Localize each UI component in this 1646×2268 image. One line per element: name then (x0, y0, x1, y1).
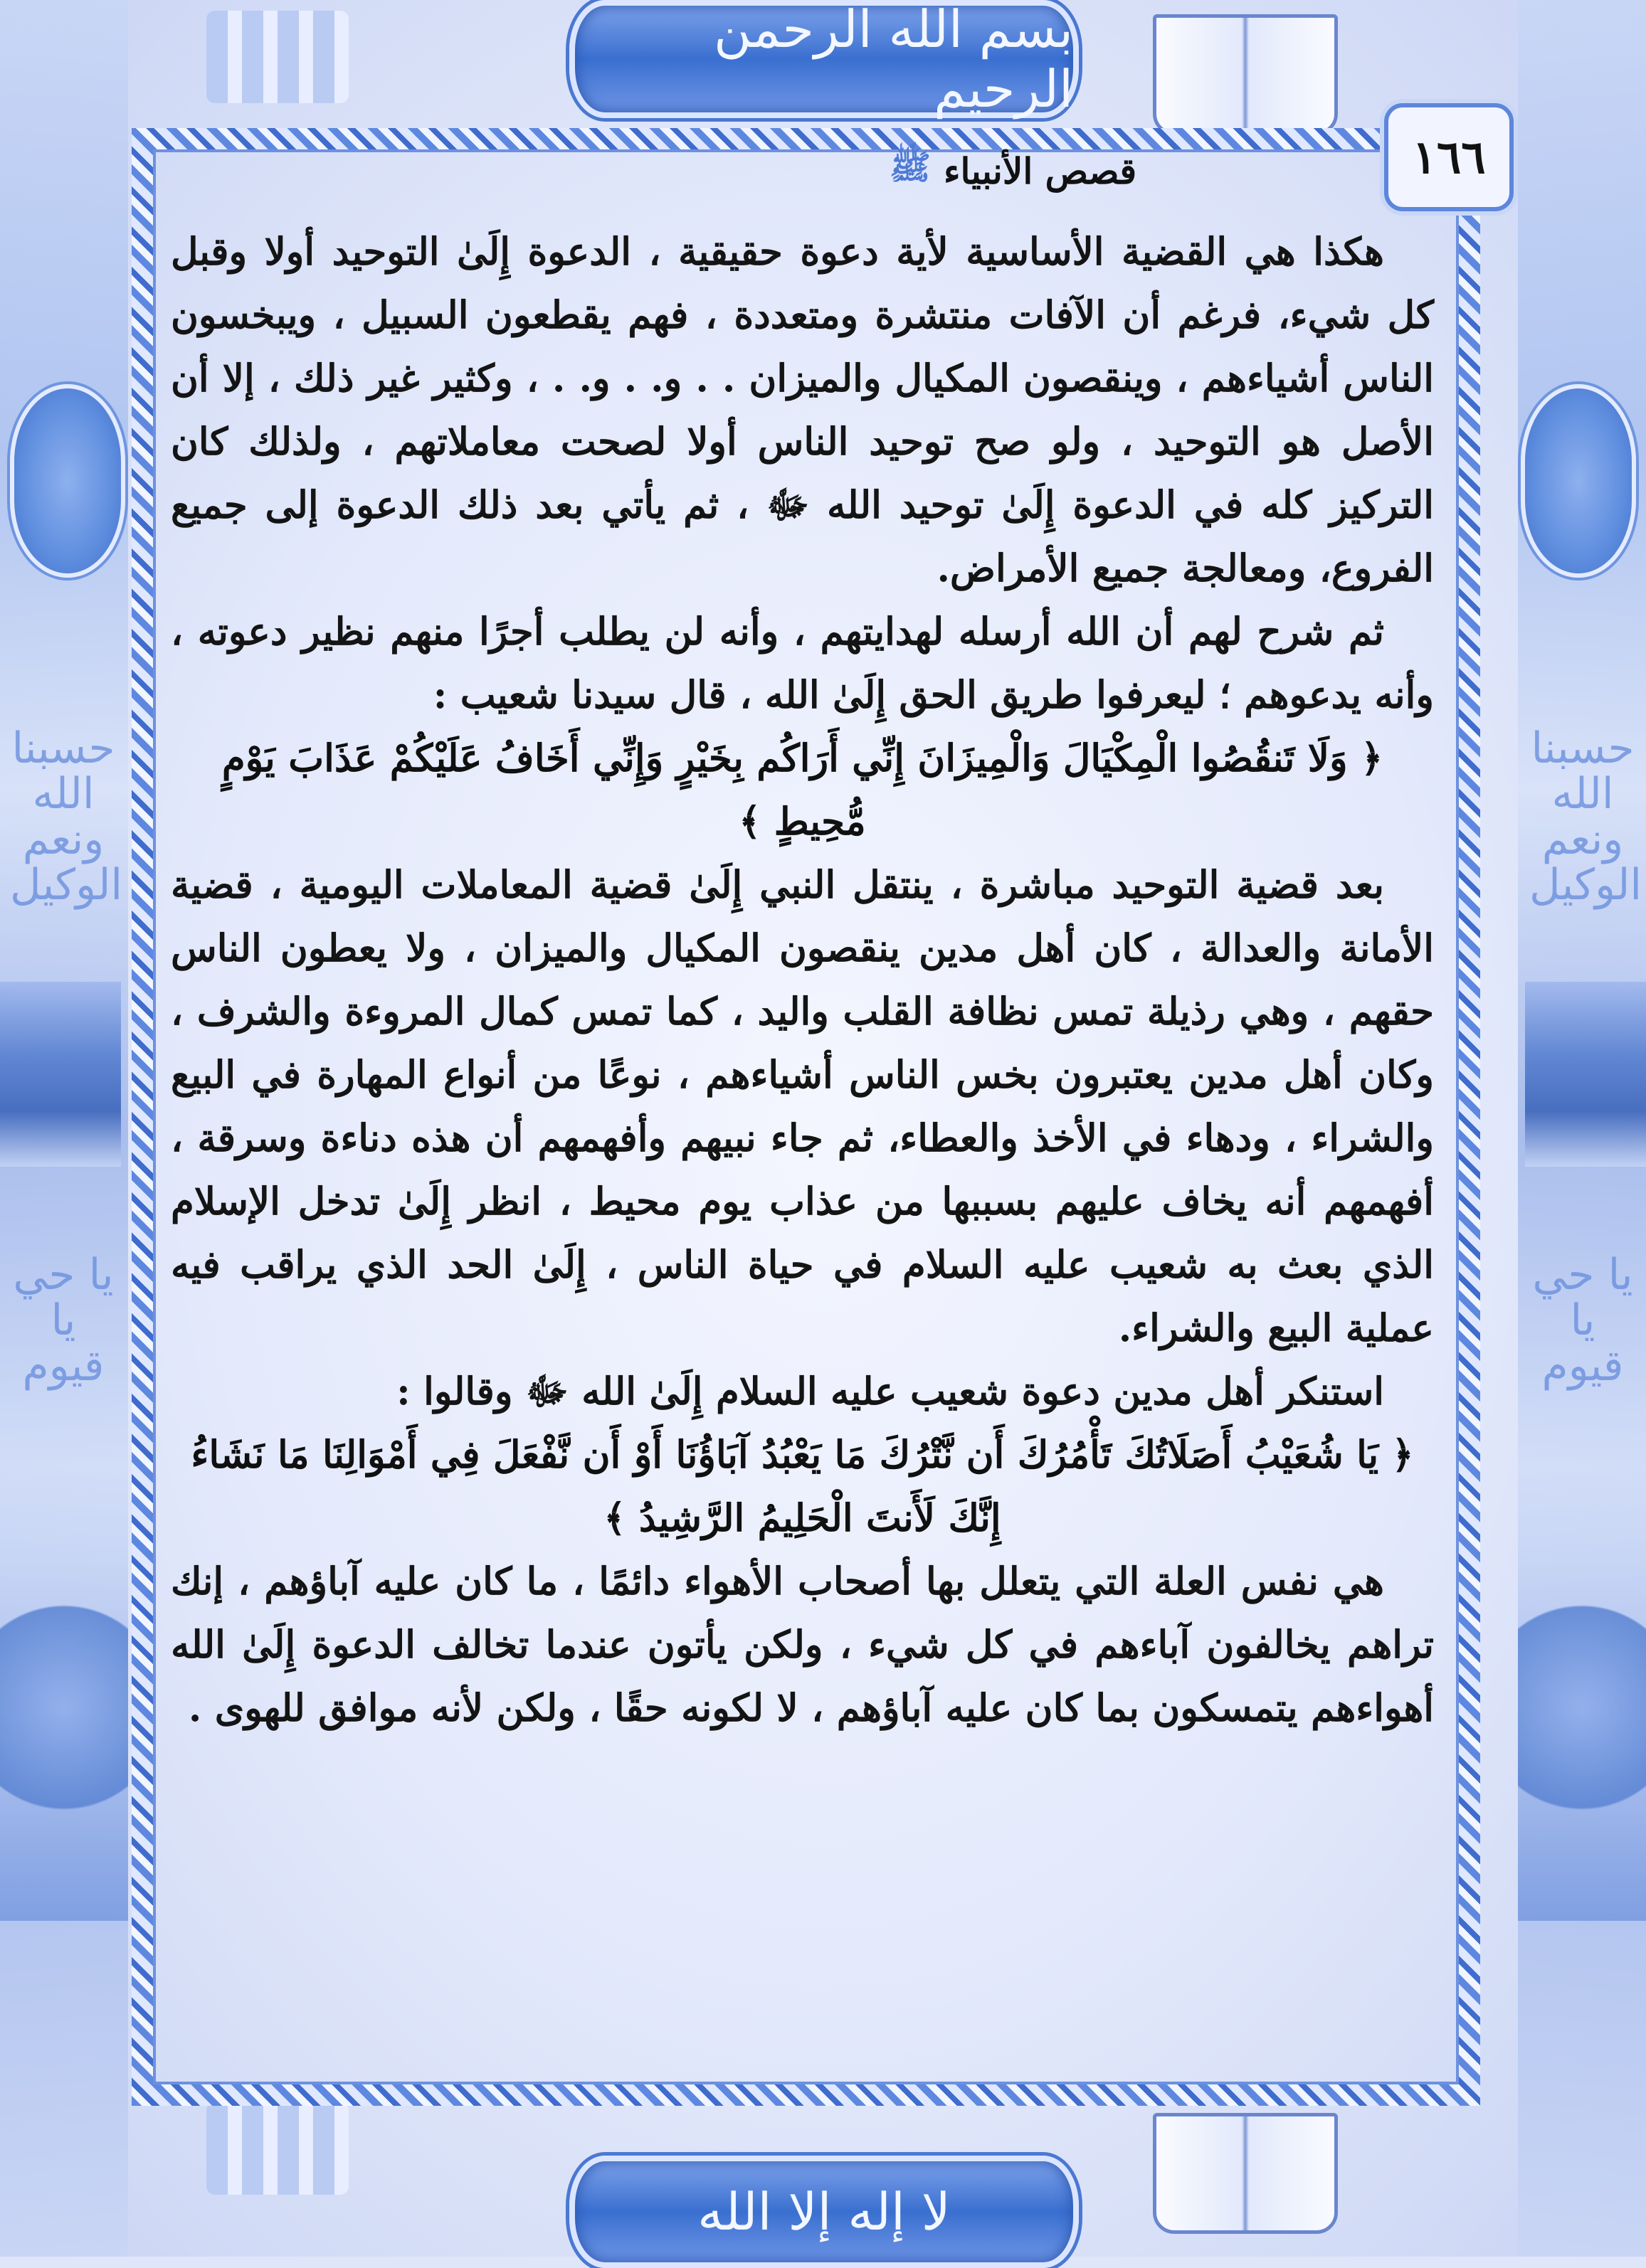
paragraph-2: ثم شرح لهم أن الله أرسله لهدايتهم ، وأنه لن يطلب أجرًا منهم نظير دعوته ، وأنه يدعوهم ؛ ليعرفوا طريق الحق إِلَىٰ الله ، قال سيدنا شعيب : (171, 610, 1434, 717)
right-calligraphy-medallion (1521, 384, 1636, 578)
right-mid-calligraphy: حسبنا الله ونعم الوكيل (1529, 724, 1642, 910)
page-body (171, 221, 1434, 2028)
left-calligraphy-medallion (10, 384, 125, 578)
left-kaaba-image (0, 982, 121, 1167)
running-header (890, 146, 1359, 196)
page-number: ١٦٦ (1384, 103, 1514, 211)
bottom-open-book-icon (1153, 2113, 1338, 2234)
title-flourish-icon: ﷺ (890, 147, 931, 187)
left-mid-calligraphy: حسبنا الله ونعم الوكيل (10, 724, 123, 910)
paragraph-3: بعد قضية التوحيد مباشرة ، ينتقل النبي إِلَىٰ قضية المعاملات اليومية ، قضية الأمانة والعدالة ، كان أهل مدين ينقصون المكيال والميزان ، ولا يعطون الناس حقهم ، وهي رذيلة تمس نظافة القلب واليد ، كما تمس كمال المروءة والشرف ، وكان أهل مدين يعتبرون بخس الناس أشياءهم ، نوعًا من أنواع المهارة في البيع والشراء ، ودهاء في الأخذ والعطاء، ثم جاء نبيهم وأفهمهم أن هذه دناءة وسرقة ، أفهمهم أنه يخاف عليهم بسببها من عذاب يوم محيط ، انظر إِلَىٰ تدخل الإسلام الذي بعث به شعيب عليه السلام في حياة الناس ، إِلَىٰ الحد الذي يراقب فيه عملية البيع والشراء. (171, 863, 1434, 1350)
quran-verse-2: ﴿ يَا شُعَيْبُ أَصَلَاتُكَ تَأْمُرُكَ أَن نَّتْرُكَ مَا يَعْبُدُ آبَاؤُنَا أَوْ أَن نَّفْعَلَ فِي أَمْوَالِنَا مَا نَشَاءُ إِنَّكَ لَأَنتَ الْحَلِيمُ الرَّشِيدُ ﴾ (191, 1433, 1414, 1540)
right-low-calligraphy: يا حي يا قيوم (1532, 1250, 1633, 1391)
left-mosque-image (0, 1565, 128, 1921)
running-title: قصص الأنبياء (943, 149, 1137, 192)
bottom-shahada-banner: لا إله إلا الله (569, 2156, 1079, 2268)
paragraph-5: هي نفس العلة التي يتعلل بها أصحاب الأهواء دائمًا ، ما كان عليه آباؤهم ، إنك تراهم يخالفون آباءهم في كل شيء ، ولكن يأتون عندما تخالف الدعوة إِلَىٰ الله أهواءهم يتمسكون بما كان عليه آباؤهم ، لا لكونه حقًا ، ولكن لأنه موافق للهوى . (171, 1559, 1434, 1730)
quran-verse-1: ﴿ وَلَا تَنقُصُوا الْمِكْيَالَ وَالْمِيزَانَ إِنِّي أَرَاكُم بِخَيْرٍ وَإِنِّي أَخَافُ عَلَيْكُمْ عَذَابَ يَوْمٍ مُّحِيطٍ ﴾ (221, 736, 1383, 844)
top-basmala-banner: بسم الله الرحمن الرحيم (569, 0, 1079, 118)
left-low-calligraphy: يا حي يا قيوم (13, 1250, 114, 1391)
bottom-candles-decoration (206, 2102, 349, 2195)
right-kaaba-image (1525, 982, 1646, 1167)
right-mosque-image (1518, 1565, 1646, 1921)
paragraph-1: هكذا هي القضية الأساسية لأية دعوة حقيقية ، الدعوة إِلَىٰ التوحيد أولا وقبل كل شيء، فرغم أن الآفات منتشرة ومتعددة ، فهم يقطعون السبيل ، ويبخسون الناس أشياءهم ، وينقصون المكيال والميزان . . و. . و. . ، وكثير غير ذلك ، إلا أن الأصل هو التوحيد ، ولو صح توحيد الناس أولا لصحت معاملاتهم ، ولذلك كان التركيز كله في الدعوة إِلَىٰ توحيد الله ﷻ ، ثم يأتي بعد ذلك الدعوة إلى جميع الفروع، ومعالجة جميع الأمراض. (171, 230, 1434, 590)
paragraph-4: استنكر أهل مدين دعوة شعيب عليه السلام إِلَىٰ الله ﷻ وقالوا : (396, 1369, 1384, 1414)
top-open-book-icon (1153, 14, 1338, 135)
top-candles-decoration (206, 11, 349, 103)
